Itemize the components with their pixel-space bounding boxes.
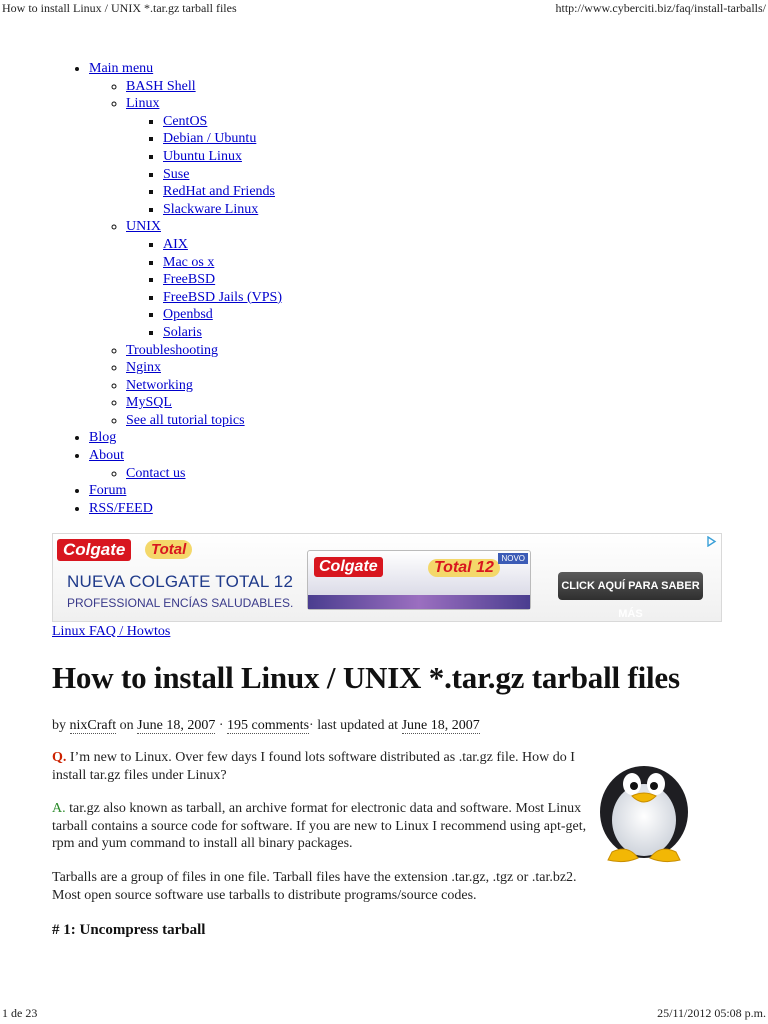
nav-networking[interactable]: Networking xyxy=(126,377,193,393)
ad-box-brand: Colgate xyxy=(314,557,383,577)
nav-blog[interactable]: Blog xyxy=(89,430,117,446)
tarball-description: Tarballs are a group of files in one file. Tarball files have the extension .tar.gz, .tgz or .tar.bz2. Most open source software use tarballs to distribute programs/source codes. xyxy=(52,870,577,903)
nav-mac-os-x[interactable]: Mac os x xyxy=(163,254,215,270)
nav-mysql[interactable]: MySQL xyxy=(126,395,172,411)
nav-centos[interactable]: CentOS xyxy=(163,113,208,129)
meta-on: on xyxy=(119,718,134,733)
question-paragraph xyxy=(52,749,592,784)
nav-aix[interactable]: AIX xyxy=(163,236,188,252)
ad-product-box xyxy=(307,550,531,610)
section-heading: # 1: Uncompress tarball xyxy=(52,922,206,938)
nav-freebsd[interactable]: FreeBSD xyxy=(163,272,216,288)
ad-brand-logo: Colgate xyxy=(57,539,131,561)
nav-about[interactable]: About xyxy=(89,448,124,464)
nav-nginx[interactable]: Nginx xyxy=(126,360,161,376)
ad-box-stripe xyxy=(308,595,530,609)
answer-paragraph xyxy=(52,800,592,853)
ad-subheadline: PROFESSIONAL ENCÍAS SALUDABLES. xyxy=(67,596,294,610)
question-text: I’m new to Linux. Over few days I found lots software distributed as .tar.gz file. How do I install tar.gz files under Linux? xyxy=(52,750,575,783)
nav-troubleshooting[interactable]: Troubleshooting xyxy=(126,342,219,358)
ad-cta-button[interactable]: CLICK AQUÍ PARA SABER MÁS xyxy=(558,572,703,600)
nav-suse[interactable]: Suse xyxy=(163,166,190,182)
article-meta xyxy=(52,718,480,734)
answer-label: A. xyxy=(52,801,66,816)
print-page-number: 1 de 23 xyxy=(2,1006,38,1020)
nav-redhat[interactable]: RedHat and Friends xyxy=(163,184,275,200)
print-url: http://www.cyberciti.biz/faq/install-tarballs/ xyxy=(555,1,766,15)
nav-debian-ubuntu[interactable]: Debian / Ubuntu xyxy=(163,131,257,147)
author-link[interactable]: nixCraft xyxy=(69,718,117,733)
ad-box-badge: NOVO xyxy=(498,553,528,564)
advertisement-banner[interactable] xyxy=(52,533,722,622)
adchoices-icon[interactable] xyxy=(706,536,717,547)
meta-separator: · xyxy=(218,718,224,733)
nav-rss-feed[interactable]: RSS/FEED xyxy=(89,500,153,516)
nav-openbsd[interactable]: Openbsd xyxy=(163,307,213,323)
nav-main-menu[interactable]: Main menu xyxy=(89,61,154,76)
updated-date-link[interactable]: June 18, 2007 xyxy=(401,718,480,733)
article-title: How to install Linux / UNIX *.tar.gz tarball files xyxy=(52,660,680,695)
nav-solaris[interactable]: Solaris xyxy=(163,324,202,340)
nav-forum[interactable]: Forum xyxy=(89,483,127,499)
post-date-link[interactable]: June 18, 2007 xyxy=(137,718,216,733)
nav-all-topics[interactable]: See all tutorial topics xyxy=(126,412,245,428)
breadcrumb-link[interactable]: Linux FAQ / Howtos xyxy=(52,624,171,639)
main-navigation xyxy=(52,60,282,517)
print-page-title: How to install Linux / UNIX *.tar.gz tarball files xyxy=(2,1,237,15)
nav-unix[interactable]: UNIX xyxy=(126,219,161,235)
nav-bash-shell[interactable]: BASH Shell xyxy=(126,78,196,94)
meta-updated-label: · last updated at xyxy=(309,718,399,733)
print-footer xyxy=(0,1006,768,1024)
nav-ubuntu-linux[interactable]: Ubuntu Linux xyxy=(163,148,242,164)
ad-headline: NUEVA COLGATE TOTAL 12 xyxy=(67,572,294,591)
question-label: Q. xyxy=(52,750,67,765)
nav-slackware[interactable]: Slackware Linux xyxy=(163,201,259,217)
answer-text: tar.gz also known as tarball, an archive format for electronic data and software. Most Linux tarball contains a source code for software. If you are new to Linux I recommend using apt-get, rpm and yum command to install all binary packages. xyxy=(52,801,587,851)
comments-link[interactable]: 195 comments xyxy=(227,718,310,733)
print-header xyxy=(0,0,768,16)
penguin-icon xyxy=(598,752,690,864)
nav-freebsd-jails[interactable]: FreeBSD Jails (VPS) xyxy=(163,289,283,305)
nav-contact-us[interactable]: Contact us xyxy=(126,465,186,481)
nav-linux[interactable]: Linux xyxy=(126,96,160,112)
ad-total-logo: Total xyxy=(145,540,192,559)
ad-box-total: Total 12 xyxy=(428,559,500,577)
meta-by: by xyxy=(52,718,66,733)
print-datetime: 25/11/2012 05:08 p.m. xyxy=(657,1006,766,1020)
